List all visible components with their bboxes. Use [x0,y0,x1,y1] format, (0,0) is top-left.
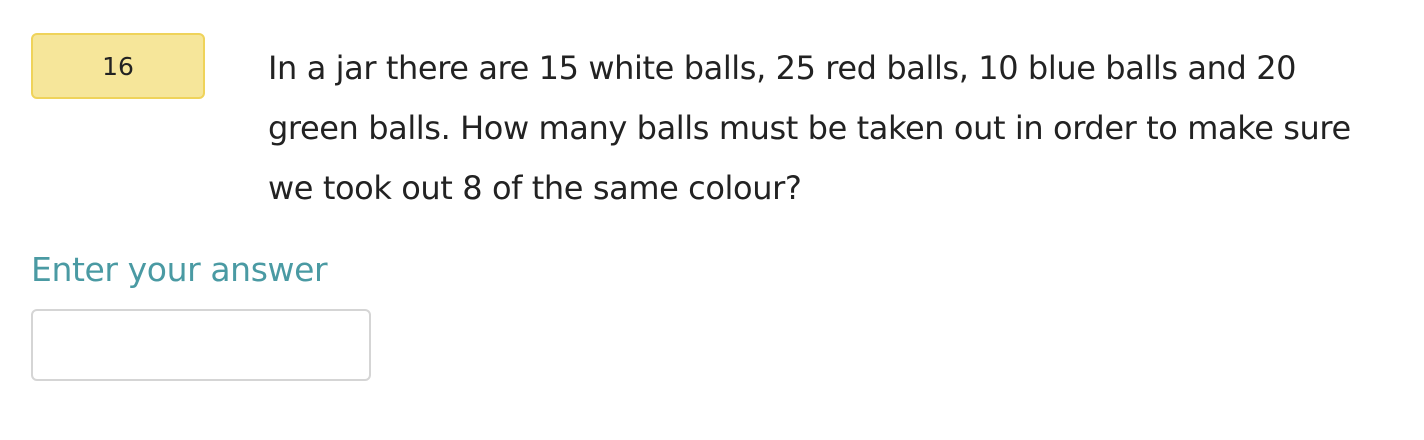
question-text: In a jar there are 15 white balls, 25 red balls, 10 blue balls and 20 green balls. How many balls must be taken out in order to make sure we took out 8 of the same colour? [268,49,1351,207]
answer-input[interactable] [31,309,371,381]
answer-label: Enter your answer [31,250,328,289]
question-number-badge: 16 [31,33,205,99]
